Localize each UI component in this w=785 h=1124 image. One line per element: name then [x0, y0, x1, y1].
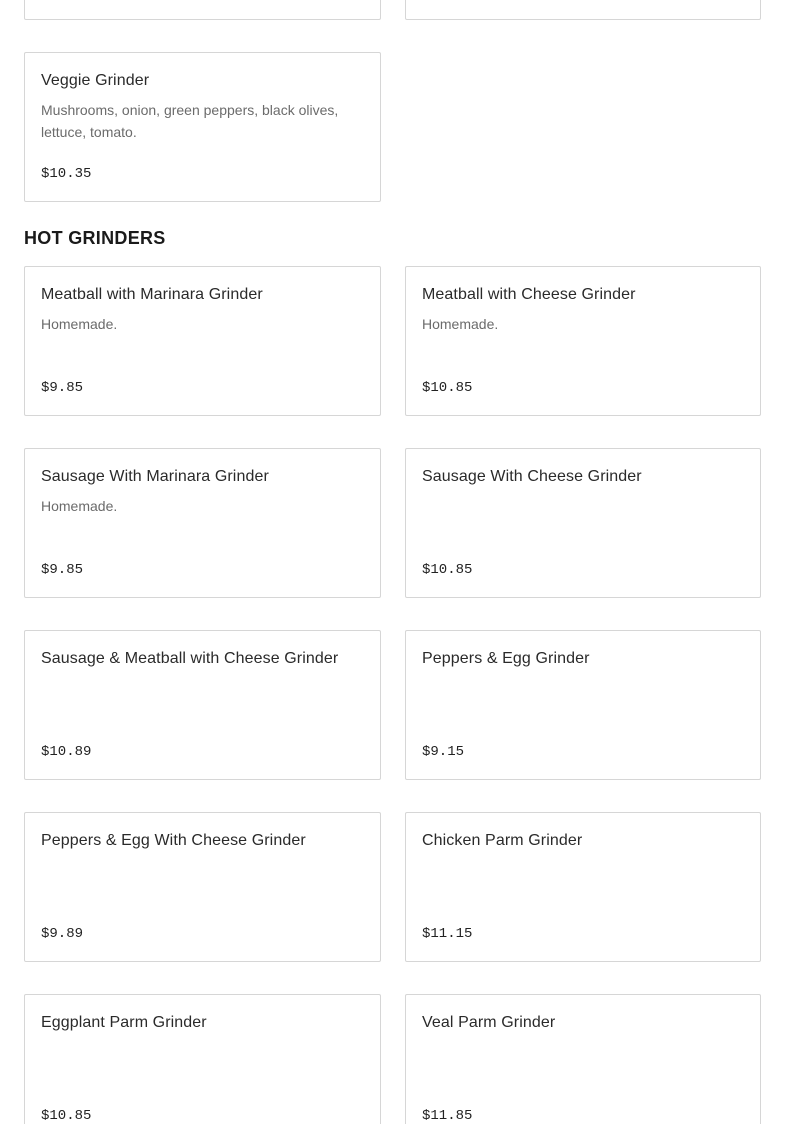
menu-item-card[interactable]	[24, 52, 381, 202]
menu-item-card-partial[interactable]	[24, 0, 381, 20]
menu-item-price: $10.35	[41, 166, 92, 182]
menu-item-name: Eggplant Parm Grinder	[41, 1014, 207, 1031]
menu-item-card[interactable]	[405, 812, 761, 962]
menu-item-card[interactable]	[24, 448, 381, 598]
menu-item-card[interactable]	[405, 266, 761, 416]
section-title: HOT GRINDERS	[24, 228, 166, 248]
menu-item-name: Peppers & Egg Grinder	[422, 650, 590, 667]
menu-item-price: $11.85	[422, 1108, 473, 1124]
menu-item-name: Veggie Grinder	[41, 72, 150, 89]
menu-item-card[interactable]	[405, 448, 761, 598]
menu-item-name: Veal Parm Grinder	[422, 1014, 556, 1031]
menu-item-card[interactable]	[24, 812, 381, 962]
menu-item-price: $10.85	[422, 380, 473, 396]
menu-item-name: Meatball with Cheese Grinder	[422, 286, 636, 303]
menu-item-card[interactable]	[405, 994, 761, 1124]
menu-item-card-partial[interactable]	[405, 0, 761, 20]
menu-item-price: $9.85	[41, 380, 84, 396]
menu-item-card[interactable]	[24, 994, 381, 1124]
menu-item-price: $9.15	[422, 744, 465, 760]
menu-item-description: Homemade.	[41, 498, 118, 514]
menu-item-price: $10.85	[41, 1108, 92, 1124]
menu-item-name: Peppers & Egg With Cheese Grinder	[41, 832, 306, 849]
menu-item-price: $10.89	[41, 744, 92, 760]
menu-item-name: Sausage With Cheese Grinder	[422, 468, 642, 485]
menu-item-name: Sausage With Marinara Grinder	[41, 468, 269, 485]
menu-item-name: Sausage & Meatball with Cheese Grinder	[41, 650, 339, 667]
menu-item-description: Mushrooms, onion, green peppers, black olives, lettuce, tomato.	[41, 102, 339, 140]
menu-item-price: $11.15	[422, 926, 473, 942]
menu-item-description: Homemade.	[422, 316, 499, 332]
menu-item-name: Chicken Parm Grinder	[422, 832, 583, 849]
menu-item-card[interactable]	[24, 630, 381, 780]
menu-item-name: Meatball with Marinara Grinder	[41, 286, 263, 303]
menu-item-card[interactable]	[405, 630, 761, 780]
menu-item-price: $10.85	[422, 562, 473, 578]
menu-item-price: $9.89	[41, 926, 84, 942]
menu-item-card[interactable]	[24, 266, 381, 416]
menu-item-price: $9.85	[41, 562, 84, 578]
menu-item-description: Homemade.	[41, 316, 118, 332]
